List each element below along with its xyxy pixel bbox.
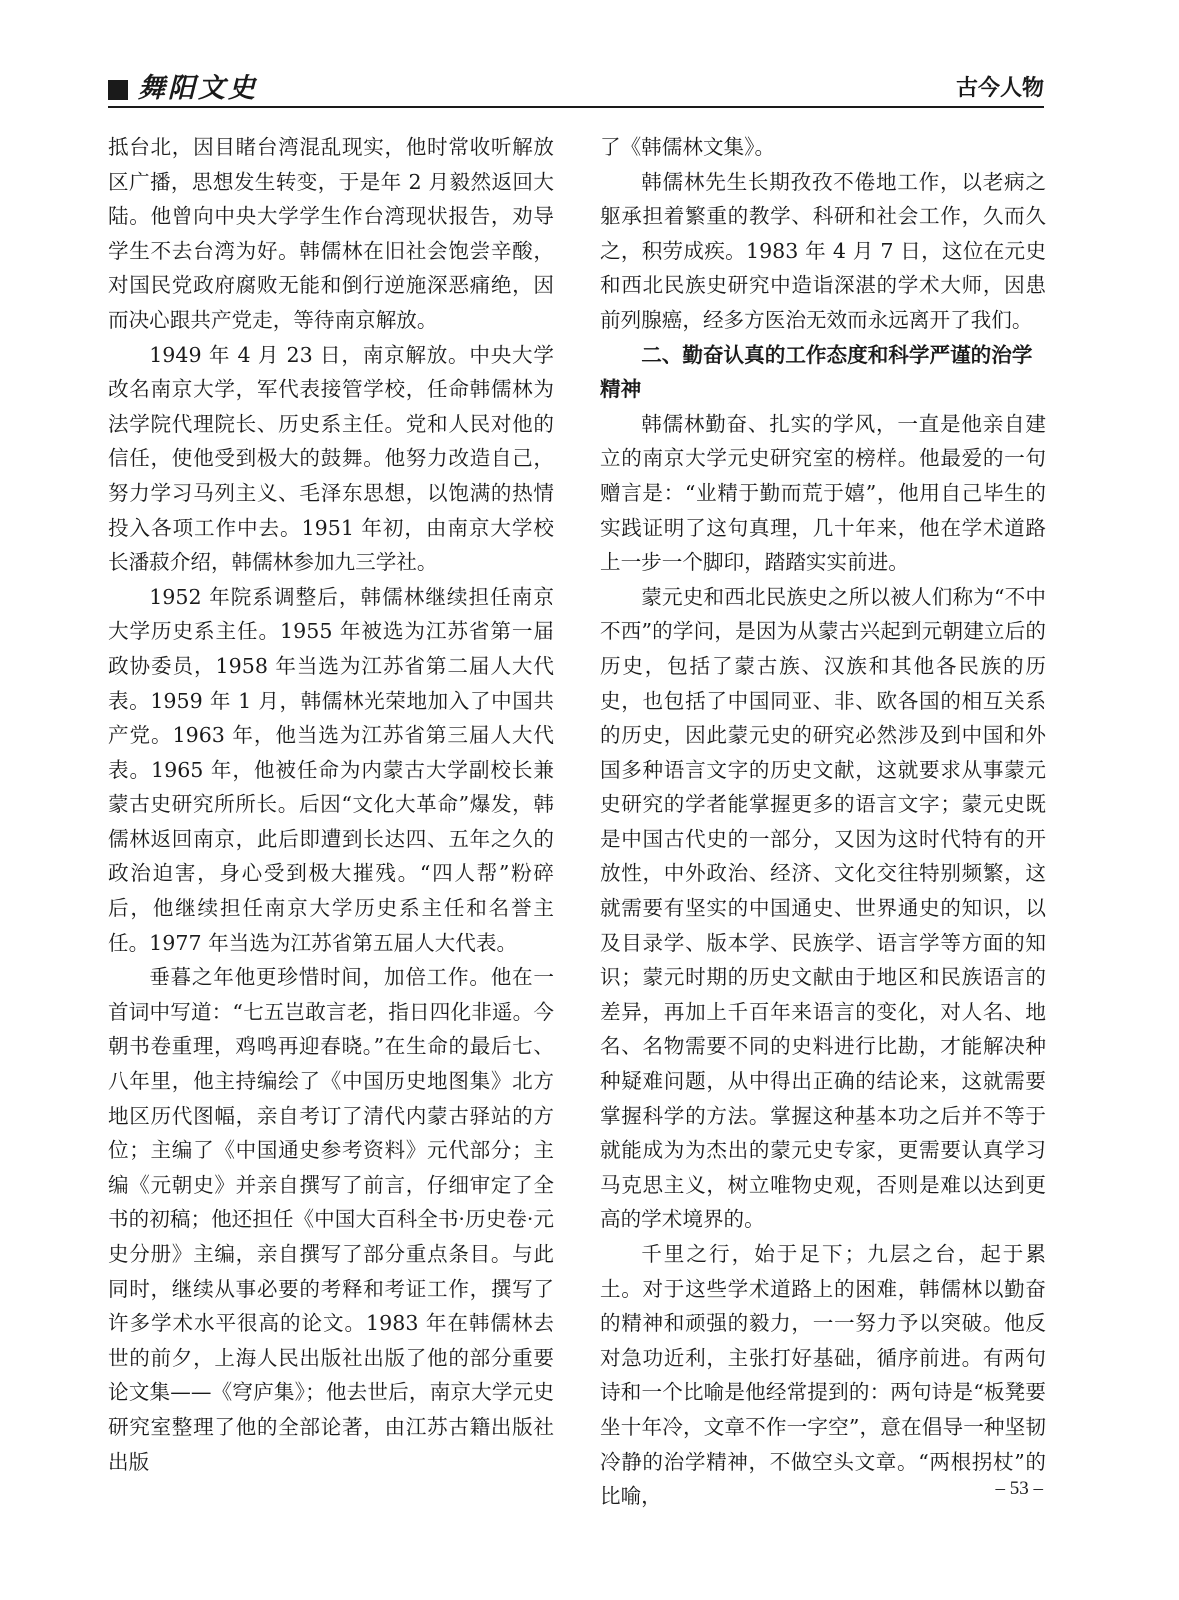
paragraph: 韩儒林先生长期孜孜不倦地工作，以老病之躯承担着繁重的教学、科研和社会工作，久而久之，积劳成疾。1983 年 4 月 7 日，这位在元史和西北民族史研究中造诣深湛的学术大师，因患前列腺癌，经多方医治无效而永远离开了我们。	[600, 169, 1046, 332]
header-rule	[108, 106, 1044, 108]
paragraph: 1952 年院系调整后，韩儒林继续担任南京大学历史系主任。1955 年被选为江苏省第一届政协委员，1958 年当选为江苏省第二届人大代表。1959 年 1 月，韩儒林光荣地加入了中国共产党。1963 年，他当选为江苏省第三届人大代表。1965 年，他被任命为内蒙古大学副校长兼蒙古史研究所所长。后因“文化大革命”爆发，韩儒林返回南京，此后即遭到长达四、五年之久的政治迫害，身心受到极大摧残。“四人帮”粉碎后，他继续担任南京大学历史系主任和名誉主任。1977 年当选为江苏省第五届人大代表。	[108, 584, 554, 955]
paragraph: 垂暮之年他更珍惜时间，加倍工作。他在一首词中写道：“七五岂敢言老，指日四化非遥。今朝书卷重理，鸡鸣再迎春晓。”在生命的最后七、八年里，他主持编绘了《中国历史地图集》北方地区历代图幅，亲自考订了清代内蒙古驿站的方位；主编了《中国通史参考资料》元代部分；主编《元朝史》并亲自撰写了前言，仔细审定了全书的初稿；他还担任《中国大百科全书·历史卷·元史分册》主编，亲自撰写了部分重点条目。与此同时，继续从事必要的考释和考证工作，撰写了许多学术水平很高的论文。1983 年在韩儒林去世的前夕，上海人民出版社出版了他的部分重要论文集——《穹庐集》；他去世后，南京大学元史研究室整理了他的全部论著，由江苏古籍出版社出版	[108, 965, 554, 1474]
right-column	[600, 130, 1046, 1514]
paragraph: 蒙元史和西北民族史之所以被人们称为“不中不西”的学问，是因为从蒙古兴起到元朝建立后的历史，包括了蒙古族、汉族和其他各民族的历史，也包括了中国同亚、非、欧各国的相互关系的历史，因此蒙元史的研究必然涉及到中国和外国多种语言文字的历史文献，这就要求从事蒙元史研究的学者能掌握更多的语言文字；蒙元史既是中国古代史的一部分，又因为这时代特有的开放性，中外政治、经济、文化交往特别频繁，这就需要有坚实的中国通史、世界通史的知识，以及目录学、版本学、民族学、语言学等方面的知识；蒙元时期的历史文献由于地区和民族语言的差异，再加上千百年来语言的变化，对人名、地名、名物需要不同的史料进行比勘，才能解决种种疑难问题，从中得出正确的结论来，这就需要掌握科学的方法。掌握这种基本功之后并不等于就能成为为杰出的蒙元史专家，更需要认真学习马克思主义，树立唯物史观，否则是难以达到更高的学术境界的。	[600, 584, 1046, 1232]
paragraph: 抵台北，因目睹台湾混乱现实，他时常收听解放区广播，思想发生转变，于是年 2 月毅然返回大陆。他曾向中央大学学生作台湾现状报告，劝导学生不去台湾为好。韩儒林在旧社会饱尝辛酸，对国民党政府腐败无能和倒行逆施深恶痛绝，因而决心跟共产党走，等待南京解放。	[108, 135, 554, 332]
left-column	[108, 130, 554, 1479]
paragraph: 韩儒林勤奋、扎实的学风，一直是他亲自建立的南京大学元史研究室的榜样。他最爱的一句赠言是：“业精于勤而荒于嬉”，他用自己毕生的实践证明了这句真理，几十年来，他在学术道路上一步一个脚印，踏踏实实前进。	[600, 411, 1046, 575]
section-heading: 二、勤奋认真的工作态度和科学严谨的治学精神	[600, 342, 1033, 402]
page-number: – 53 –	[995, 1478, 1043, 1499]
page-header	[108, 70, 1044, 108]
section-name: 古今人物	[955, 76, 1044, 101]
journal-name: 舞阳文史	[138, 73, 258, 104]
paragraph: 1949 年 4 月 23 日，南京解放。中央大学改名南京大学，军代表接管学校，任命韩儒林为法学院代理院长、历史系主任。党和人民对他的信任，使他受到极大的鼓舞。他努力改造自己，努力学习马列主义、毛泽东思想，以饱满的热情投入各项工作中去。1951 年初，由南京大学校长潘菽介绍，韩儒林参加九三学社。	[108, 342, 554, 575]
paragraph: 千里之行，始于足下；九层之台，起于累土。对于这些学术道路上的困难，韩儒林以勤奋的精神和顽强的毅力，一一努力予以突破。他反对急功近利，主张打好基础，循序前进。有两句诗和一个比喻是他经常提到的：两句诗是“板凳要坐十年冷，文章不作一字空”，意在倡导一种坚韧冷静的治学精神，不做空头文章。“两根拐杖”的比喻，	[600, 1242, 1046, 1509]
header-square-marker	[108, 80, 128, 100]
paragraph: 了《韩儒林文集》。	[600, 135, 776, 159]
